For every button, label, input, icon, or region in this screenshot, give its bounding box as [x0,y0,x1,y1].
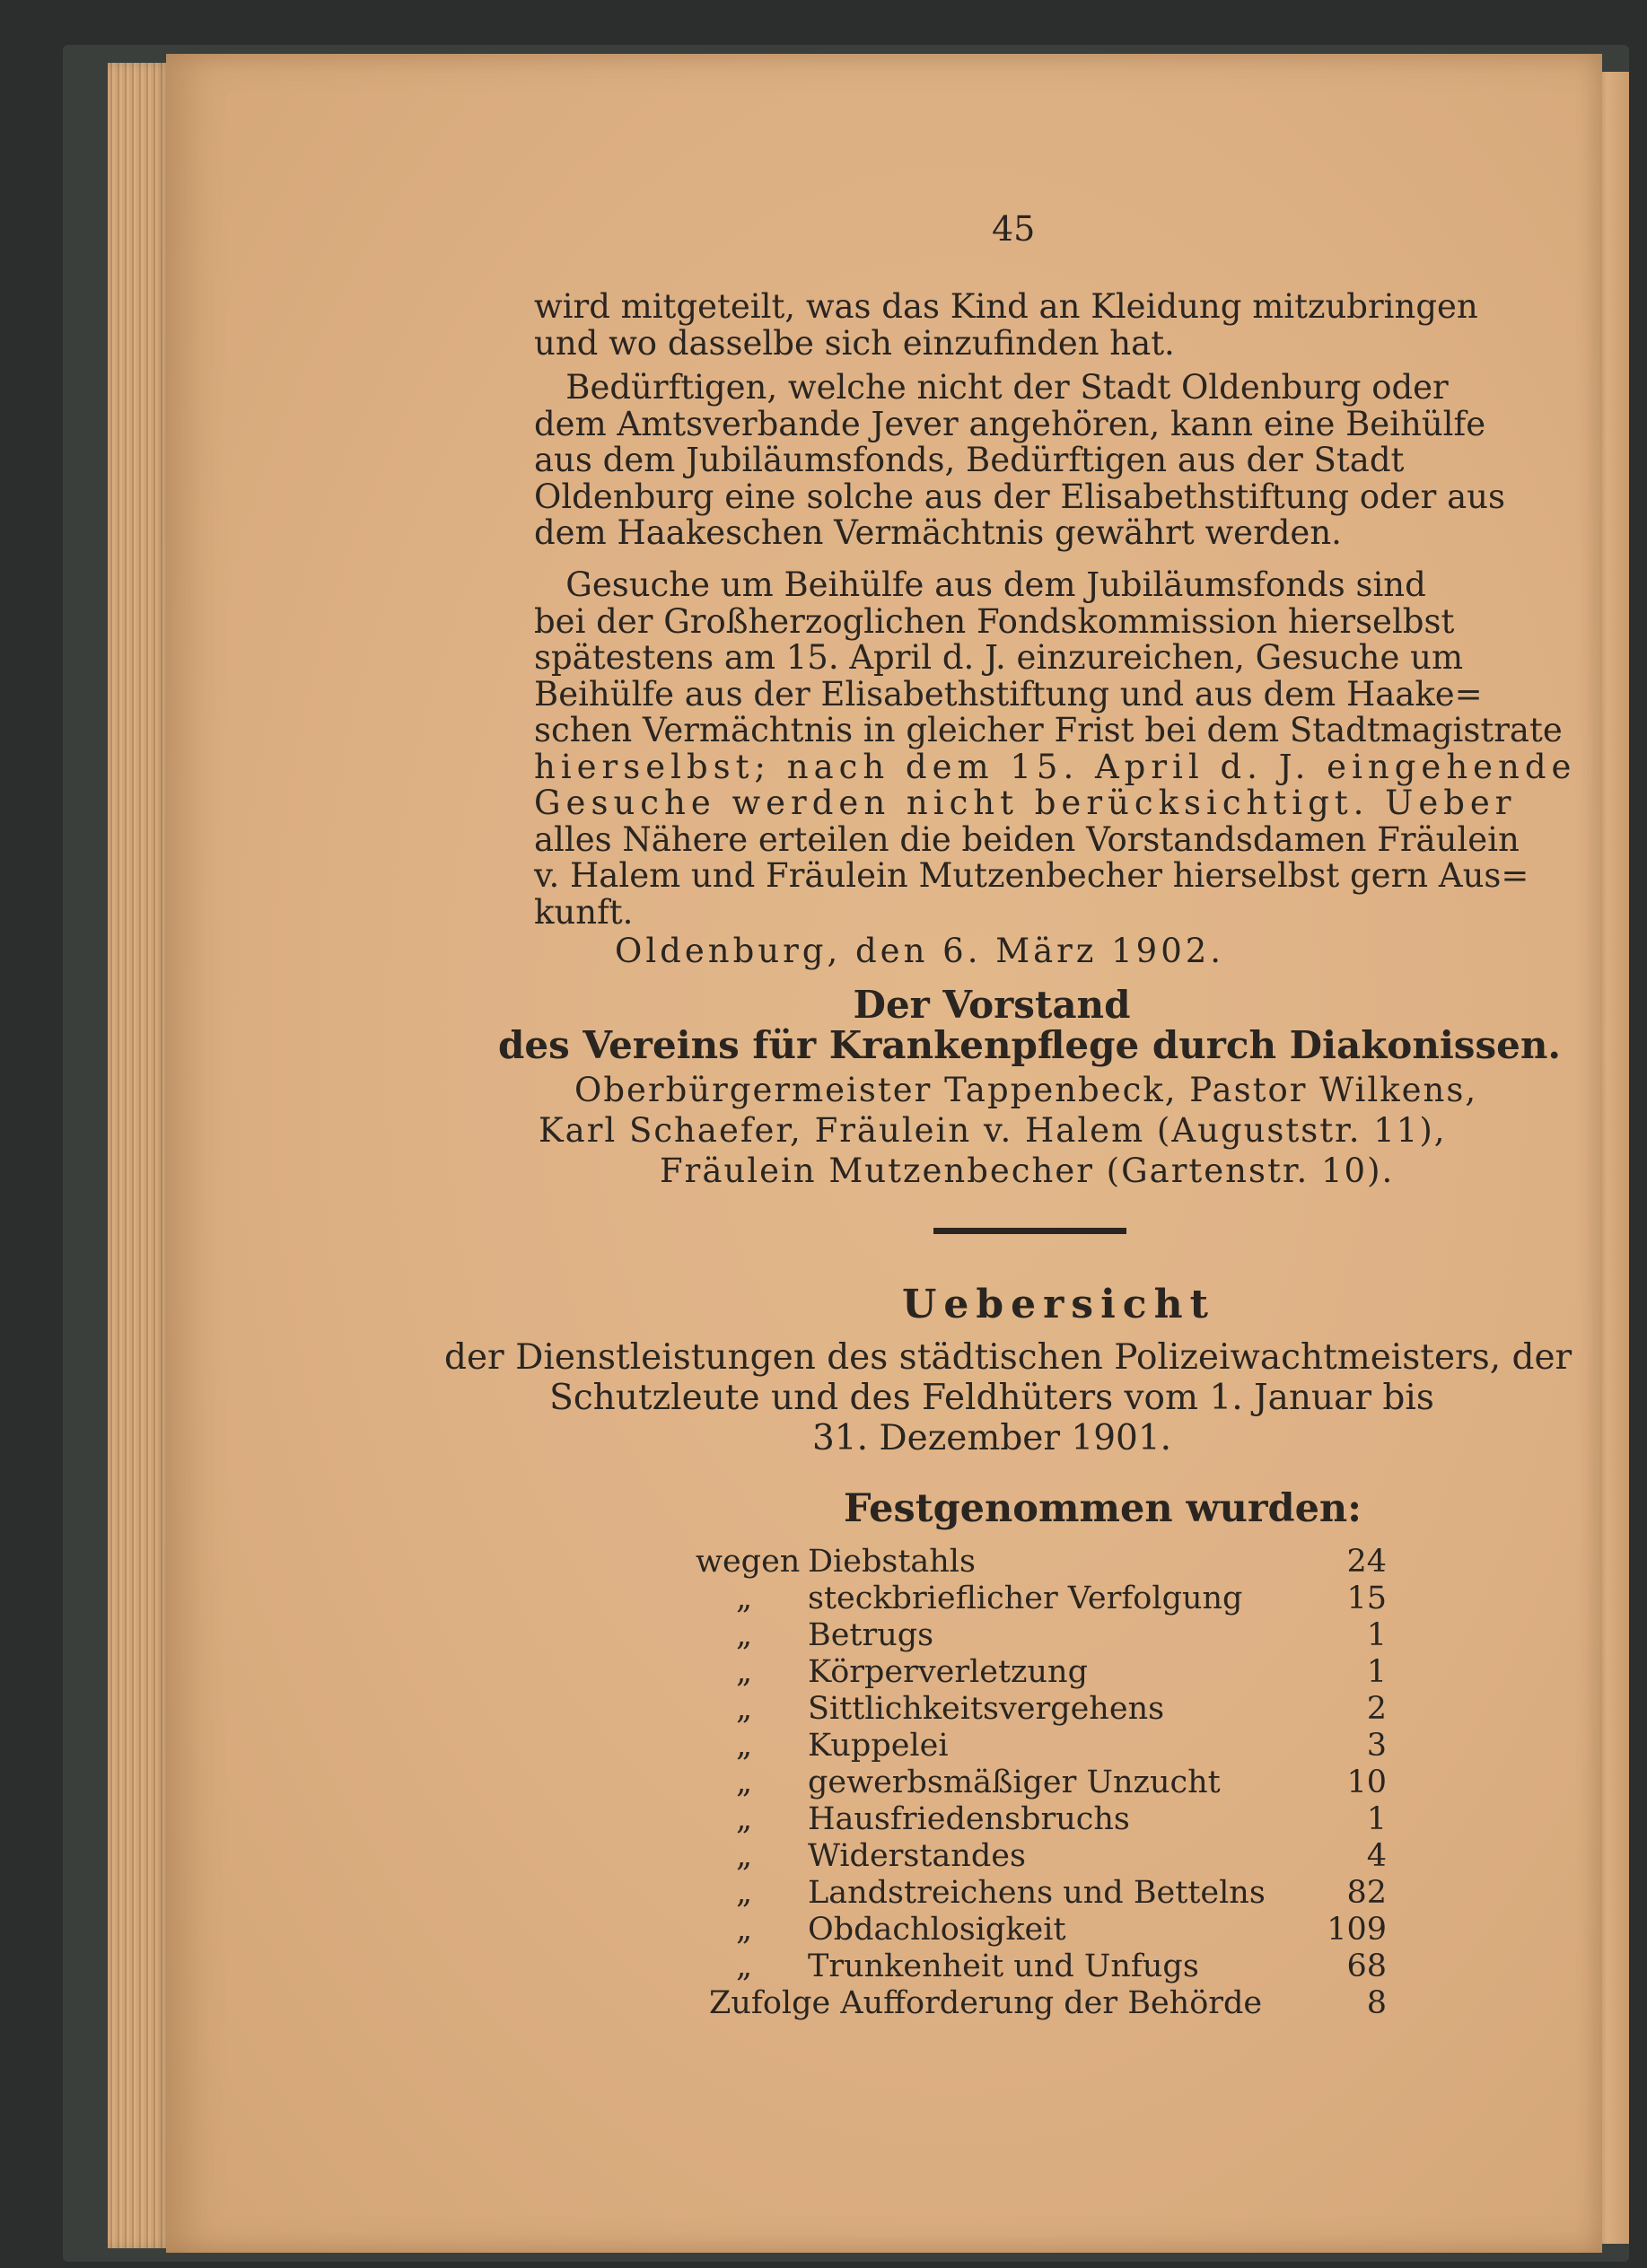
page-stack-edge [108,63,171,2248]
row-prefix: „ [736,1654,753,1690]
row-prefix: „ [736,1728,753,1764]
row-prefix: „ [736,1912,753,1948]
row-count: 1 [1366,1654,1387,1690]
text-line: Beihülfe aus der Elisabethstiftung und aus dem Haake= [534,674,1483,714]
row-label: Kuppelei [808,1728,949,1764]
text-line: bei der Großherzoglichen Fondskommission hierselbst [534,601,1455,641]
section-divider [933,1228,1126,1234]
row-prefix: „ [736,1948,753,1984]
page-number: 45 [992,209,1036,249]
row-prefix: „ [736,1581,753,1616]
row-label: Landstreichens und Bettelns [808,1875,1266,1911]
text-line: alles Nähere erteilen die beiden Vorstandsdamen Fräulein [534,819,1520,859]
board-heading: Der Vorstand [853,983,1131,1027]
row-label: Diebstahls [808,1544,976,1580]
paragraph-2 [534,370,1505,552]
row-label: Hausfriedensbruchs [808,1801,1130,1837]
text-line: Gesuche um Beihülfe aus dem Jubiläumsfonds sind [534,565,1426,604]
board-members-line: Oberbürgermeister Tappenbeck, Pastor Wilkens, [574,1071,1478,1109]
row-label: Zufolge Aufforderung der Behörde [709,1985,1263,2021]
arrests-heading: Festgenommen wurden: [844,1486,1362,1531]
overview-subtitle-line: 31. Dezember 1901. [811,1418,1172,1458]
row-prefix: „ [736,1617,753,1653]
row-count: 68 [1346,1948,1387,1984]
text-line: hierselbst; nach dem 15. April d. J. eingehende [534,747,1577,786]
text-line: Oldenburg eine solche aus der Elisabethstiftung oder aus [534,477,1505,516]
overview-subtitle-line: Schutzleute und des Feldhüters vom 1. Januar bis [549,1378,1434,1418]
text-line: aus dem Jubiläumsfonds, Bedürftigen aus der Stadt [534,441,1405,479]
row-count: 3 [1366,1728,1387,1764]
row-prefix: „ [736,1691,753,1727]
paragraph-1 [534,289,1478,362]
text-line: dem Amtsverbande Jever angehören, kann eine Beihülfe [534,404,1486,443]
text-line: und wo dasselbe sich einzufinden hat. [534,323,1175,363]
text-line: wird mitgeteilt, was das Kind an Kleidung mitzubringen [534,287,1478,326]
board-members-line: Karl Schaefer, Fräulein v. Halem (Auguststr. 11), [539,1111,1447,1150]
row-prefix: „ [736,1801,753,1837]
row-count: 15 [1346,1581,1387,1616]
row-label: steckbrieflicher Verfolgung [808,1581,1243,1616]
text-line: Bedürftigen, welche nicht der Stadt Oldenburg oder [534,368,1449,407]
overview-subtitle-line: der Dienstleistungen des städtischen Polizeiwachtmeisters, der [444,1337,1573,1378]
row-count: 1 [1366,1801,1387,1837]
text-line: schen Vermächtnis in gleicher Frist bei dem Stadtmagistrate [534,711,1563,749]
row-count: 2 [1366,1691,1387,1727]
row-label: Sittlichkeitsvergehens [808,1691,1165,1727]
overview-title: Uebersicht [902,1282,1215,1327]
row-label: Betrugs [808,1617,934,1653]
text-line: Gesuche werden nicht berücksichtigt. Ueber [534,784,1517,822]
row-label: Trunkenheit und Unfugs [808,1948,1199,1984]
text-line: spätestens am 15. April d. J. einzureichen, Gesuche um [534,638,1464,677]
row-label: Körperverletzung [808,1654,1088,1690]
board-members-line: Fräulein Mutzenbecher (Gartenstr. 10). [660,1152,1395,1190]
row-count: 82 [1346,1875,1387,1911]
dateline: Oldenburg, den 6. März 1902. [615,932,1225,970]
row-prefix: „ [736,1875,753,1911]
row-count: 4 [1366,1838,1387,1874]
text-line: kunft. [534,892,634,932]
row-prefix: wegen [696,1544,801,1580]
row-label: Widerstandes [808,1838,1026,1874]
row-label: Obdachlosigkeit [808,1912,1066,1948]
row-label: gewerbsmäßiger Unzucht [808,1764,1221,1800]
row-count: 24 [1346,1544,1387,1580]
text-line: dem Haakeschen Vermächtnis gewährt werden. [534,513,1342,552]
paragraph-3 [534,567,1576,931]
row-count: 8 [1366,1985,1387,2021]
row-prefix: „ [736,1764,753,1800]
row-count: 109 [1327,1912,1387,1948]
row-count: 10 [1346,1764,1387,1800]
row-count: 1 [1366,1617,1387,1653]
row-prefix: „ [736,1838,753,1874]
text-line: v. Halem und Fräulein Mutzenbecher hierselbst gern Aus= [534,856,1529,895]
board-subheading: des Vereins für Krankenpflege durch Diakonissen. [498,1023,1561,1067]
